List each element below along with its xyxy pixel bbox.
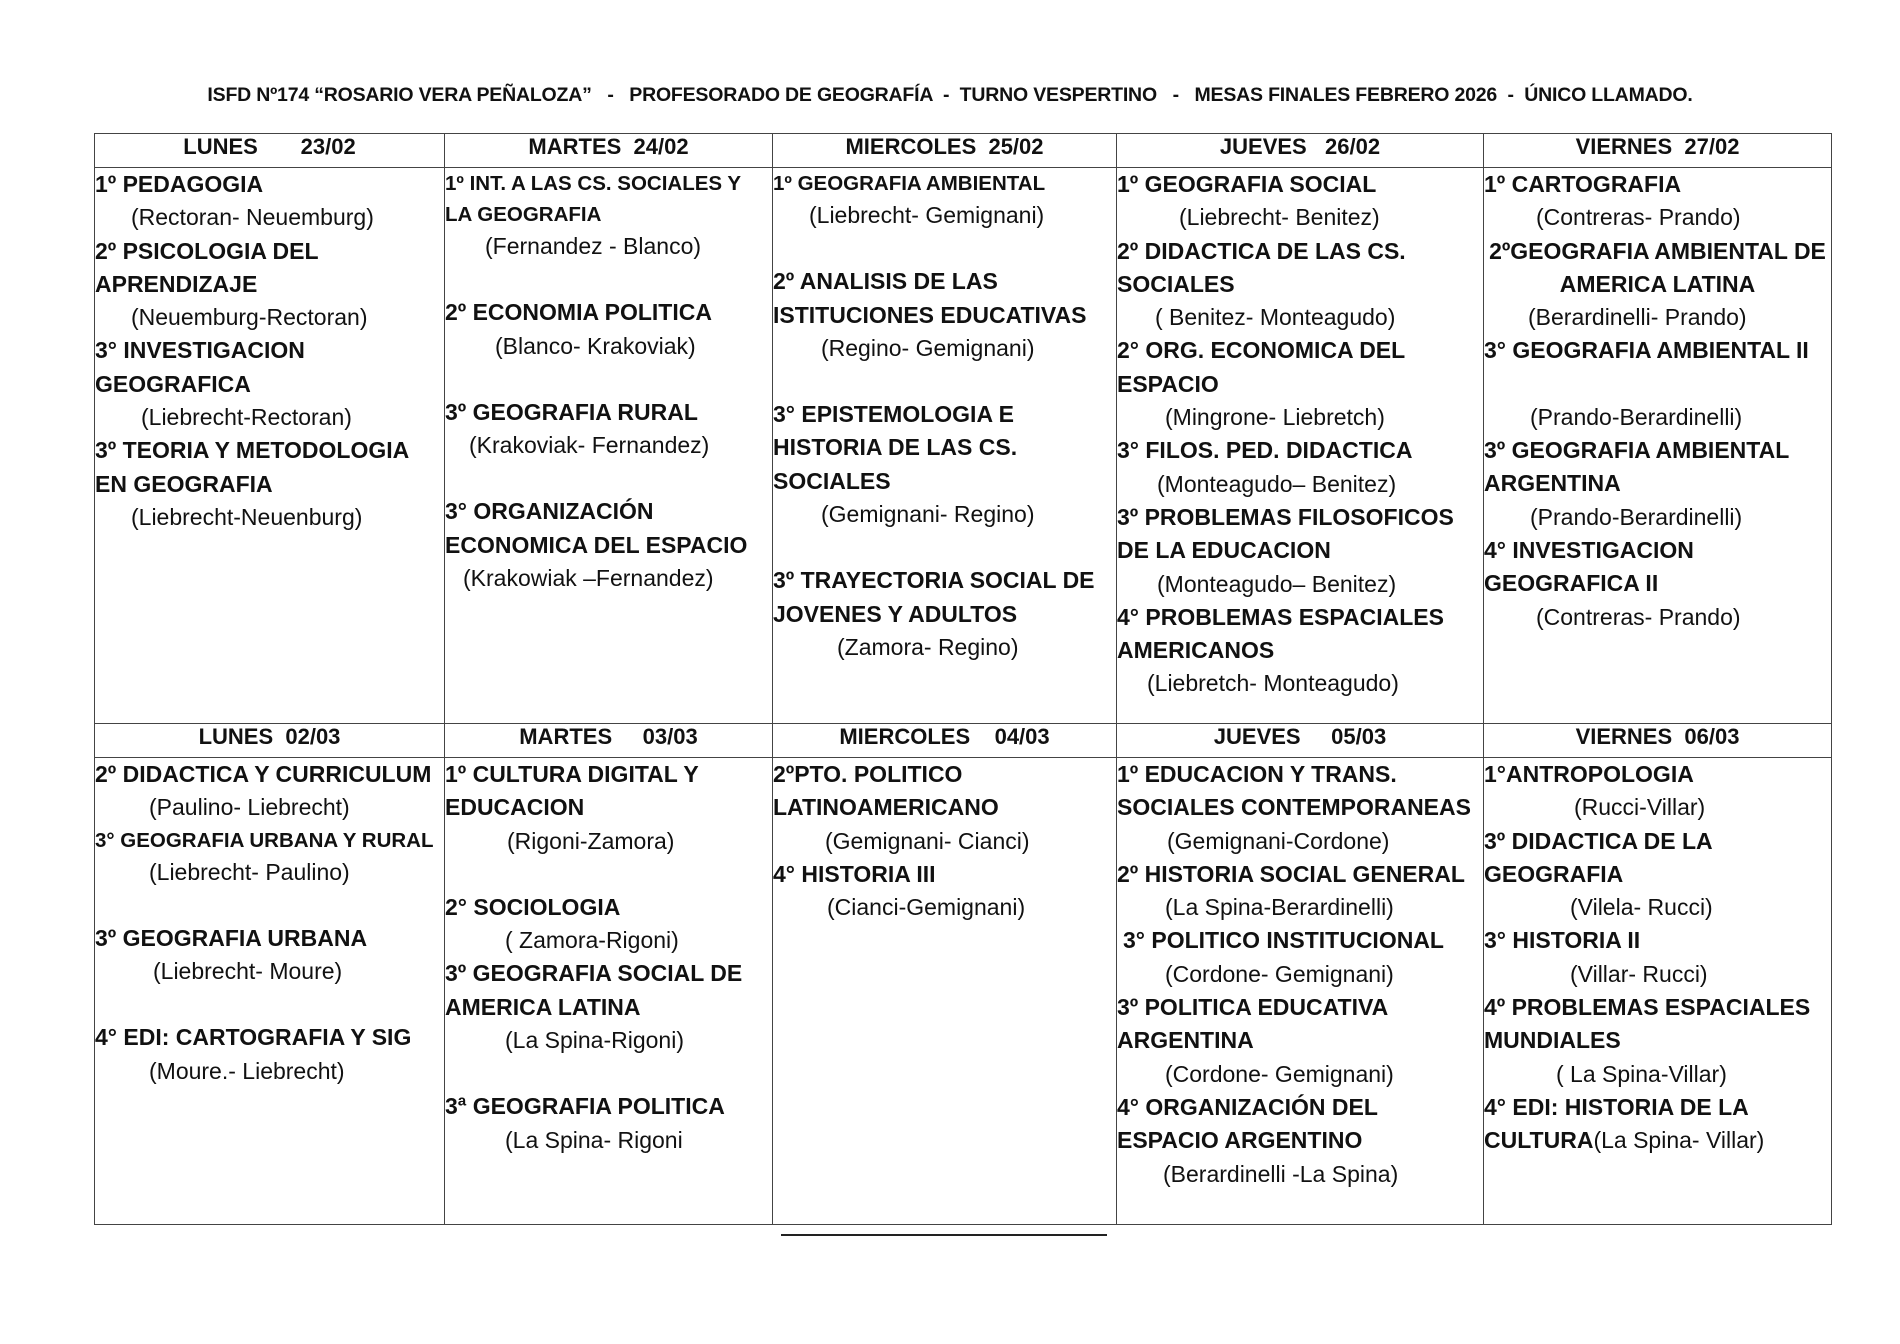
exam-subject: 4° HISTORIA III bbox=[773, 860, 936, 887]
day-cell-martes-03-03 bbox=[445, 758, 773, 1225]
exam-professors: (La Spina-Rigoni) bbox=[505, 1027, 684, 1054]
week-2-header-row bbox=[95, 724, 1832, 758]
exam-subject: 3° GEOGRAFIA URBANA Y RURAL bbox=[95, 828, 434, 852]
day-header-viernes-06-03: VIERNES 06/03 bbox=[1484, 724, 1832, 758]
day-header-lunes-23-02: LUNES 23/02 bbox=[95, 134, 445, 168]
exam-professors: (Blanco- Krakoviak) bbox=[495, 332, 696, 359]
exam-professors: (Neuemburg-Rectoran) bbox=[131, 304, 368, 331]
exam-subject: 4° EDI: CARTOGRAFIA Y SIG bbox=[95, 1024, 412, 1051]
exam-professors: (Krakowiak –Fernandez) bbox=[463, 565, 714, 592]
day-cell-miercoles-04-03 bbox=[773, 758, 1117, 1225]
exam-professors: (Contreras- Prando) bbox=[1536, 603, 1741, 630]
exam-subject: 2º ANALISIS DE LAS ISTITUCIONES EDUCATIVAS bbox=[773, 268, 1087, 328]
exam-professors: (Rucci-Villar) bbox=[1574, 794, 1706, 821]
exam-subject: 4º PROBLEMAS ESPACIALES MUNDIALES bbox=[1484, 994, 1811, 1054]
exam-subject: 4° INVESTIGACION GEOGRAFICA II bbox=[1484, 536, 1694, 597]
exam-entry bbox=[1484, 1091, 1831, 1158]
exam-professors: (Liebrecht-Rectoran) bbox=[141, 404, 352, 431]
day-header-miercoles-04-03: MIERCOLES 04/03 bbox=[773, 724, 1117, 758]
exam-subject: 4° EDI: HISTORIA DE LA CULTURA bbox=[1484, 1093, 1748, 1154]
day-cell-jueves-26-02 bbox=[1117, 168, 1484, 724]
day-cell-jueves-05-03 bbox=[1117, 758, 1484, 1225]
exam-subject: 3º DIDACTICA DE LA GEOGRAFIA bbox=[1484, 827, 1712, 887]
exam-professors: (Gemignani-Cordone) bbox=[1167, 827, 1390, 854]
exam-subject: 2º HISTORIA SOCIAL GENERAL bbox=[1117, 860, 1465, 887]
day-header-jueves-26-02: JUEVES 26/02 bbox=[1117, 134, 1484, 168]
exam-professors: (Paulino- Liebrecht) bbox=[149, 794, 350, 821]
exam-professors: (La Spina-Berardinelli) bbox=[1165, 894, 1394, 921]
exam-professors: (Gemignani- Cianci) bbox=[825, 827, 1030, 854]
exam-subject: 1º GEOGRAFIA AMBIENTAL bbox=[773, 172, 1046, 195]
exam-professors: (Cianci-Gemignani) bbox=[827, 894, 1026, 921]
exam-professors: (Liebrecht-Neuenburg) bbox=[131, 503, 363, 530]
exam-professors: (Vilela- Rucci) bbox=[1570, 894, 1713, 921]
exam-subject: 1º CULTURA DIGITAL Y EDUCACION bbox=[445, 761, 699, 821]
exam-professors: (Mingrone- Liebretch) bbox=[1165, 404, 1385, 431]
exam-professors: (Rigoni-Zamora) bbox=[507, 827, 675, 854]
exam-professors: (Prando-Berardinelli) bbox=[1530, 403, 1743, 430]
exam-subject: 1º CARTOGRAFIA bbox=[1484, 171, 1682, 197]
exam-subject: 2º PSICOLOGIA DEL APRENDIZAJE bbox=[95, 237, 319, 297]
exam-schedule-table bbox=[94, 133, 1832, 1225]
exam-subject: 2° ORG. ECONOMICA DEL ESPACIO bbox=[1117, 337, 1405, 397]
day-header-martes-03-03: MARTES 03/03 bbox=[445, 724, 773, 758]
exam-subject: 3º POLITICA EDUCATIVA ARGENTINA bbox=[1117, 994, 1388, 1054]
exam-subject: 1º EDUCACION Y TRANS. SOCIALES CONTEMPORANEAS bbox=[1117, 761, 1471, 821]
day-header-jueves-05-03: JUEVES 05/03 bbox=[1117, 724, 1484, 758]
exam-professors: (Gemignani- Regino) bbox=[821, 501, 1035, 528]
day-cell-viernes-06-03 bbox=[1484, 758, 1832, 1225]
exam-subject: 3ª GEOGRAFIA POLITICA bbox=[445, 1093, 725, 1120]
exam-professors: (Liebrecht- Benitez) bbox=[1179, 204, 1380, 231]
exam-professors: (Monteagudo– Benitez) bbox=[1157, 470, 1397, 497]
exam-professors: (Contreras- Prando) bbox=[1536, 204, 1741, 231]
exam-subject: 2° SOCIOLOGIA bbox=[445, 893, 621, 920]
exam-professors: (Prando-Berardinelli) bbox=[1530, 503, 1743, 530]
exam-subject: 1º INT. A LAS CS. SOCIALES Y LA GEOGRAFIA bbox=[445, 172, 741, 226]
day-cell-lunes-02-03 bbox=[95, 758, 445, 1225]
exam-subject: 3° GEOGRAFIA AMBIENTAL II bbox=[1484, 337, 1809, 364]
week-2-exams-row bbox=[95, 758, 1832, 1225]
exam-subject: 2º DIDACTICA Y CURRICULUM bbox=[95, 761, 432, 787]
exam-subject: 3º PROBLEMAS FILOSOFICOS DE LA EDUCACION bbox=[1117, 503, 1454, 564]
exam-professors: (Liebrecht- Paulino) bbox=[149, 858, 350, 885]
exam-professors: (Monteagudo– Benitez) bbox=[1157, 570, 1397, 597]
exam-professors: ( Benitez- Monteagudo) bbox=[1155, 304, 1396, 331]
exam-subject: 2ºPTO. POLITICO LATINOAMERICANO bbox=[773, 761, 999, 821]
day-cell-martes-24-02 bbox=[445, 168, 773, 724]
exam-professors: (Zamora- Regino) bbox=[837, 633, 1019, 660]
exam-subject: 3° HISTORIA II bbox=[1484, 927, 1641, 954]
exam-professors: (Regino- Gemignani) bbox=[821, 334, 1035, 361]
exam-professors: (Liebrecht- Gemignani) bbox=[809, 202, 1045, 228]
exam-subject: 2º ECONOMIA POLITICA bbox=[445, 299, 712, 326]
exam-professors: (Rectoran- Neuemburg) bbox=[131, 204, 374, 231]
exam-subject: 4° PROBLEMAS ESPACIALES AMERICANOS bbox=[1117, 603, 1444, 664]
exam-professors: ( La Spina-Villar) bbox=[1556, 1060, 1727, 1087]
exam-subject: 3° ORGANIZACIÓN ECONOMICA DEL ESPACIO bbox=[445, 498, 748, 558]
day-header-viernes-27-02: VIERNES 27/02 bbox=[1484, 134, 1832, 168]
exam-subject: 3° FILOS. PED. DIDACTICA bbox=[1117, 437, 1413, 464]
exam-professors: (Moure.- Liebrecht) bbox=[149, 1057, 345, 1084]
exam-professors: (Liebretch- Monteagudo) bbox=[1147, 670, 1399, 697]
exam-subject: 4° ORGANIZACIÓN DEL ESPACIO ARGENTINO bbox=[1117, 1093, 1378, 1154]
exam-professors: (Krakoviak- Fernandez) bbox=[469, 432, 710, 459]
exam-subject: 3º GEOGRAFIA RURAL bbox=[445, 398, 698, 425]
exam-subject: 3º GEOGRAFIA SOCIAL DE AMERICA LATINA bbox=[445, 960, 743, 1020]
exam-subject: 3° EPISTEMOLOGIA E HISTORIA DE LAS CS. SOCIALES bbox=[773, 401, 1018, 494]
document-title: ISFD Nº174 “ROSARIO VERA PEÑALOZA” - PROFESORADO DE GEOGRAFÍA - TURNO VESPERTINO - MESAS FINALES FEBRERO 2026 - ÚNICO LLAMADO. bbox=[207, 84, 1693, 106]
day-header-lunes-02-03: LUNES 02/03 bbox=[95, 724, 445, 758]
day-cell-viernes-27-02 bbox=[1484, 168, 1832, 724]
day-header-miercoles-25-02: MIERCOLES 25/02 bbox=[773, 134, 1117, 168]
underline-mark bbox=[781, 1234, 1107, 1236]
exam-subject: 3º TRAYECTORIA SOCIAL DE JOVENES Y ADULTOS bbox=[773, 567, 1095, 627]
week-1-header-row bbox=[95, 134, 1832, 168]
exam-subject: 3° INVESTIGACION GEOGRAFICA bbox=[95, 337, 305, 397]
exam-subject: 1º GEOGRAFIA SOCIAL bbox=[1117, 171, 1377, 197]
day-header-martes-24-02: MARTES 24/02 bbox=[445, 134, 773, 168]
exam-professors: (La Spina- Villar) bbox=[1593, 1127, 1765, 1154]
exam-subject: 1°ANTROPOLOGIA bbox=[1484, 761, 1694, 787]
exam-professors: (Liebrecht- Moure) bbox=[153, 958, 343, 985]
exam-professors: (Berardinelli -La Spina) bbox=[1163, 1160, 1399, 1187]
exam-subject: 2ºGEOGRAFIA AMBIENTAL DE AMERICA LATINA bbox=[1489, 237, 1826, 297]
exam-subject: 3° POLITICO INSTITUCIONAL bbox=[1123, 927, 1444, 954]
exam-professors: (Cordone- Gemignani) bbox=[1165, 960, 1394, 987]
exam-subject: 2º DIDACTICA DE LAS CS. SOCIALES bbox=[1117, 237, 1406, 297]
exam-professors: ( Zamora-Rigoni) bbox=[505, 927, 679, 954]
exam-professors: (Fernandez - Blanco) bbox=[485, 233, 702, 259]
exam-professors: (Cordone- Gemignani) bbox=[1165, 1060, 1394, 1087]
exam-subject: 3º GEOGRAFIA URBANA bbox=[95, 924, 368, 951]
day-cell-miercoles-25-02 bbox=[773, 168, 1117, 724]
week-1-exams-row bbox=[95, 168, 1832, 724]
exam-professors: (Berardinelli- Prando) bbox=[1528, 304, 1747, 331]
exam-professors: (Villar- Rucci) bbox=[1570, 960, 1708, 987]
exam-subject: 1º PEDAGOGIA bbox=[95, 171, 264, 197]
exam-professors: (La Spina- Rigoni bbox=[505, 1126, 683, 1153]
exam-subject: 3º GEOGRAFIA AMBIENTAL ARGENTINA bbox=[1484, 437, 1789, 497]
exam-subject: 3º TEORIA Y METODOLOGIA EN GEOGRAFIA bbox=[95, 437, 409, 497]
day-cell-lunes-23-02 bbox=[95, 168, 445, 724]
